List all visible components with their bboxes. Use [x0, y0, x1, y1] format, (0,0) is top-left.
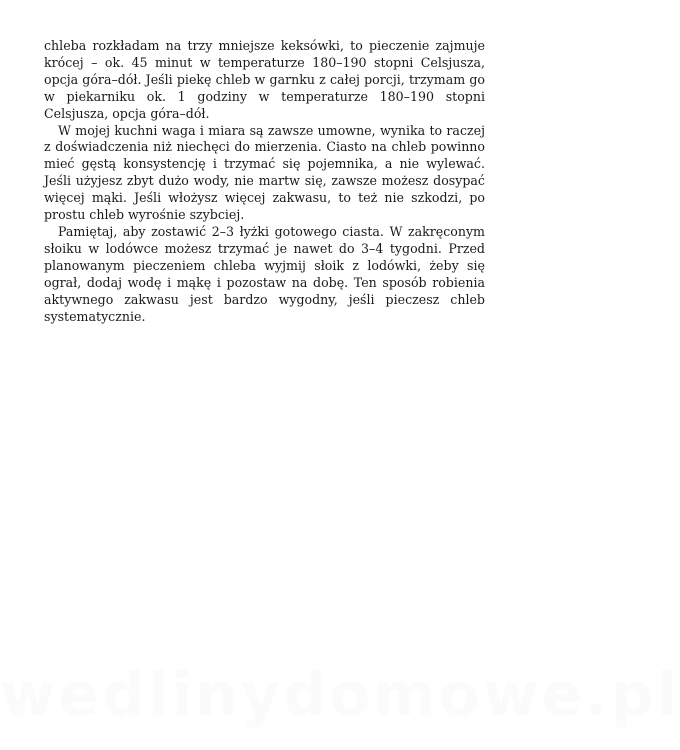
paragraph-measurements: W mojej kuchni waga i miara są zawsze umowne, wynika to raczej z doświadczenia niż niechęci do mierzenia. Ciasto na chleb powinno mieć gęstą konsystencję i trzymać się pojemnika, a nie wylewać. Jeśli użyjesz zbyt dużo wody, nie martw się, zawsze możesz dosypać więcej mąki. Jeśli włożysz więcej zakwasu, to też nie szkodzi, po prostu chleb wyrośnie szybciej.	[44, 122, 485, 223]
paragraph-storage: Pamiętaj, aby zostawić 2–3 łyżki gotowego ciasta. W zakręconym słoiku w lodówce możesz trzymać je nawet do 3–4 tygodni. Przed planowanym pieczeniem chleba wyjmij słoik z lodówki, żeby się ograł, dodaj wodę i mąkę i pozostaw na dobę. Ten sposób robienia aktywnego zakwasu jest bardzo wygodny, jeśli pieczesz chleb systematycznie.	[44, 223, 485, 324]
paragraph-continued: chleba rozkładam na trzy mniejsze keksówki, to pieczenie zajmuje krócej – ok. 45 minut w temperaturze 180–190 stopni Celsjusza, opcja góra–dół. Jeśli piekę chleb w garnku z całej porcji, trzymam go w piekarniku ok. 1 godziny w temperaturze 180–190 stopni Celsjusza, opcja góra–dół.	[44, 38, 485, 121]
page-content	[44, 38, 485, 325]
watermark: wedlinydomowe.pl	[0, 660, 680, 730]
